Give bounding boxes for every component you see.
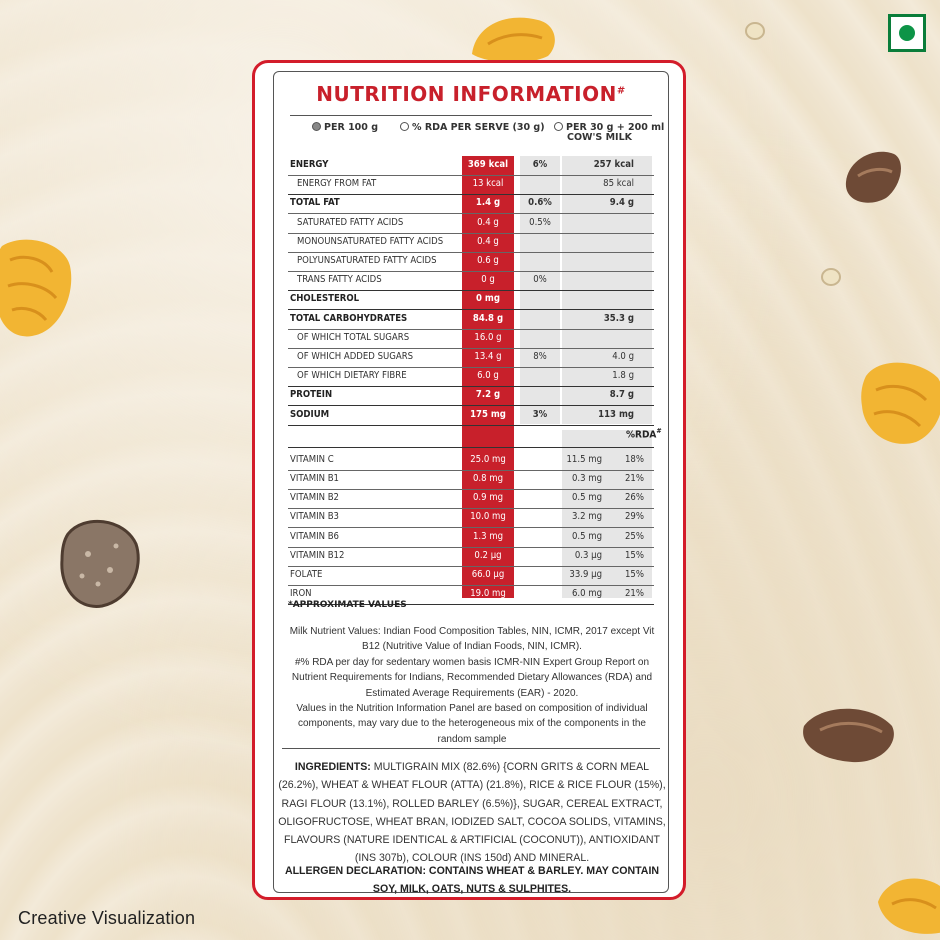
milk-value: 3.2 mg bbox=[571, 511, 602, 523]
approximate-values-note: *APPROXIMATE VALUES bbox=[288, 600, 407, 610]
vitamin-name: VITAMIN B12 bbox=[290, 549, 345, 561]
corn-flake-image bbox=[0, 236, 76, 340]
per100-value: 1.4 g bbox=[475, 197, 501, 209]
per100-value: 13 kcal bbox=[472, 178, 504, 190]
per100-value: 6.0 g bbox=[477, 370, 499, 382]
rda-header: %RDA# bbox=[626, 426, 662, 441]
vitamin-row bbox=[288, 470, 654, 490]
vitamin-name: VITAMIN B6 bbox=[290, 530, 339, 542]
vitamin-row bbox=[288, 508, 654, 528]
rda-value: 25% bbox=[625, 530, 644, 542]
rda-value: 0.6% bbox=[528, 197, 552, 209]
rda-value: 8% bbox=[533, 351, 547, 362]
nutrient-row bbox=[288, 348, 654, 368]
nutrient-name: ENERGY bbox=[290, 159, 329, 170]
column-header-rda: % RDA PER SERVE (30 g) bbox=[400, 122, 545, 133]
corn-flake-image bbox=[468, 14, 558, 62]
rda-basis-note: #% RDA per day for sedentary women basis ICMR-NIN Expert Group Report on Nutrient Requirements for Indians, Recommended Dietary Allowances (RDA) and Estimated Average Requirements (EAR) - 2020. bbox=[291, 656, 653, 699]
rda-value: 15% bbox=[625, 549, 644, 561]
milk-value: 6.0 mg bbox=[571, 588, 602, 600]
rda-value: 3% bbox=[532, 408, 548, 420]
per100-value: 1.3 mg bbox=[472, 530, 504, 542]
per100-value: 0.9 mg bbox=[472, 492, 504, 504]
nutrient-name: MONOUNSATURATED FATTY ACIDS bbox=[297, 235, 444, 247]
vitamin-name: VITAMIN B2 bbox=[290, 492, 339, 504]
nutrient-name: OF WHICH TOTAL SUGARS bbox=[297, 331, 410, 343]
vitamin-name: IRON bbox=[290, 588, 312, 600]
nutrient-name: TRANS FATTY ACIDS bbox=[297, 274, 382, 286]
per100-value: 16.0 g bbox=[474, 331, 502, 343]
composition-note: Values in the Nutrition Information Panel are based on composition of individual components, may vary due to the heterogeneous mix of the components in the random sample bbox=[296, 703, 648, 745]
nutrient-name: TOTAL FAT bbox=[290, 197, 340, 209]
per100-value: 175 mg bbox=[470, 408, 506, 420]
rda-value: 6% bbox=[532, 159, 548, 170]
nutrient-row bbox=[288, 233, 654, 253]
nutrient-name: SATURATED FATTY ACIDS bbox=[297, 216, 404, 228]
nutrition-table bbox=[273, 71, 669, 896]
vitamin-row bbox=[288, 566, 654, 586]
panel-title: NUTRITION INFORMATION# bbox=[316, 82, 626, 106]
milk-value: 33.9 µg bbox=[569, 569, 602, 580]
wheat-flake-image bbox=[800, 702, 900, 766]
nutrient-name: OF WHICH DIETARY FIBRE bbox=[297, 370, 407, 382]
milk-value: 35.3 g bbox=[603, 312, 634, 324]
nutrient-name: OF WHICH ADDED SUGARS bbox=[297, 351, 414, 362]
per100-value: 0.8 mg bbox=[472, 473, 504, 484]
nutrient-name: TOTAL CARBOHYDRATES bbox=[290, 312, 408, 324]
per100-value: 0.4 g bbox=[477, 216, 499, 228]
creative-visualization-caption: Creative Visualization bbox=[18, 908, 196, 928]
nutrient-name: CHOLESTEROL bbox=[290, 293, 360, 305]
corn-flake-image bbox=[874, 872, 940, 934]
wheat-flake-image bbox=[840, 146, 904, 206]
nutrient-name: ENERGY FROM FAT bbox=[297, 178, 377, 190]
vitamin-name: VITAMIN B1 bbox=[290, 473, 339, 484]
per100-value: 0.4 g bbox=[477, 235, 499, 247]
vitamin-name: VITAMIN B3 bbox=[290, 511, 339, 523]
nutrient-row bbox=[288, 175, 654, 195]
vitamin-row bbox=[288, 547, 654, 567]
milk-value: 0.5 mg bbox=[571, 530, 602, 542]
per100-value: 369 kcal bbox=[467, 159, 509, 170]
nutrient-name: SODIUM bbox=[290, 408, 330, 420]
per100-value: 0.2 µg bbox=[474, 549, 502, 561]
nutrient-name: POLYUNSATURATED FATTY ACIDS bbox=[297, 255, 437, 266]
per100-value: 13.4 g bbox=[474, 351, 502, 362]
rda-value: 0% bbox=[533, 274, 547, 286]
milk-value: 1.8 g bbox=[612, 370, 634, 382]
per100-value: 0 g bbox=[481, 274, 495, 286]
ingredients-text: INGREDIENTS: MULTIGRAIN MIX (82.6%) {CORN GRITS & CORN MEAL (26.2%), WHEAT & WHEAT FLOUR (ATTA) (21.8%), RICE & RICE FLOUR (15%), RAGI FLOUR (13.1%), ROLLED BARLEY (6.5%)}, SUGAR, CEREAL EXTRACT, OLIGOFRUCTOSE, WHEAT BRAN, IODIZED SALT, COCOA SOLIDS, VITAMINS, FLAVOURS (NATURE IDENTICAL & ARTIFICIAL (COCONUT)), ANTIOXIDANT (INS 307b), COLOUR (INS 150d) AND MINERAL. bbox=[278, 761, 666, 865]
filled-circle-icon bbox=[312, 122, 321, 131]
milk-value: 0.3 µg bbox=[574, 549, 602, 561]
veg-dot-icon bbox=[899, 25, 915, 41]
column-header-milk: PER 30 g + 200 ml COW'S MILK bbox=[554, 122, 664, 143]
milk-value: 85 kcal bbox=[603, 178, 634, 190]
milk-value: 0.3 mg bbox=[571, 473, 602, 484]
rda-value: 21% bbox=[625, 588, 644, 600]
milk-source-note: Milk Nutrient Values: Indian Food Composition Tables, NIN, ICMR, 2017 except Vit B12 (Nutritive Value of Indian Foods, NIN, ICMR). bbox=[289, 626, 655, 653]
nutrient-row bbox=[288, 156, 654, 176]
footnotes bbox=[282, 624, 662, 747]
per100-value: 66.0 µg bbox=[471, 569, 505, 580]
circle-icon bbox=[554, 122, 563, 131]
nutrient-row bbox=[288, 386, 654, 406]
veg-symbol-icon bbox=[888, 14, 926, 52]
nutrient-row bbox=[288, 406, 654, 426]
milk-value: 0.5 mg bbox=[571, 492, 602, 504]
nutrient-row bbox=[288, 329, 654, 349]
grain-image bbox=[744, 20, 766, 42]
vitamin-row bbox=[288, 451, 654, 471]
per100-value: 25.0 mg bbox=[470, 453, 506, 465]
vitamin-name: FOLATE bbox=[290, 569, 323, 580]
nutrient-row bbox=[288, 367, 654, 387]
nutrient-name: PROTEIN bbox=[290, 389, 333, 401]
milk-value: 257 kcal bbox=[593, 159, 634, 170]
nutrient-row bbox=[288, 290, 654, 310]
milk-value: 4.0 g bbox=[612, 351, 634, 362]
rda-value: 21% bbox=[625, 473, 644, 484]
nutrient-row bbox=[288, 214, 654, 234]
nutrient-row bbox=[288, 194, 654, 214]
milk-value: 8.7 g bbox=[609, 389, 634, 401]
rda-header-row bbox=[288, 425, 662, 448]
circle-icon bbox=[400, 122, 409, 131]
per100-value: 0 mg bbox=[476, 293, 500, 305]
nutrient-row bbox=[288, 252, 654, 272]
grain-image bbox=[820, 266, 842, 288]
per100-value: 84.8 g bbox=[472, 312, 504, 324]
column-header-per100: PER 100 g bbox=[312, 122, 378, 133]
rda-value: 15% bbox=[625, 569, 644, 580]
allergen-declaration: ALLERGEN DECLARATION: CONTAINS WHEAT & BARLEY. MAY CONTAIN SOY, MILK, OATS, NUTS & SULPHITES. bbox=[284, 865, 660, 896]
per100-value: 10.0 mg bbox=[470, 511, 506, 523]
nutrient-row bbox=[288, 271, 654, 291]
per100-value: 0.6 g bbox=[477, 255, 499, 266]
nutrition-panel bbox=[252, 60, 686, 900]
milk-value: 11.5 mg bbox=[566, 453, 602, 465]
milk-value: 9.4 g bbox=[609, 197, 634, 209]
milk-value: 113 mg bbox=[598, 408, 634, 420]
rda-value: 26% bbox=[625, 492, 644, 504]
nutrient-row bbox=[288, 310, 654, 330]
per100-value: 19.0 mg bbox=[470, 588, 506, 600]
rda-value: 29% bbox=[625, 511, 644, 523]
corn-flake-image bbox=[860, 356, 940, 446]
vitamin-name: VITAMIN C bbox=[290, 453, 334, 465]
rda-value: 0.5% bbox=[529, 216, 551, 228]
per100-value: 7.2 g bbox=[475, 389, 501, 401]
vitamin-row bbox=[288, 528, 654, 548]
rda-value: 18% bbox=[625, 453, 644, 465]
vitamin-row bbox=[288, 489, 654, 509]
ragi-flake-image bbox=[58, 514, 142, 608]
